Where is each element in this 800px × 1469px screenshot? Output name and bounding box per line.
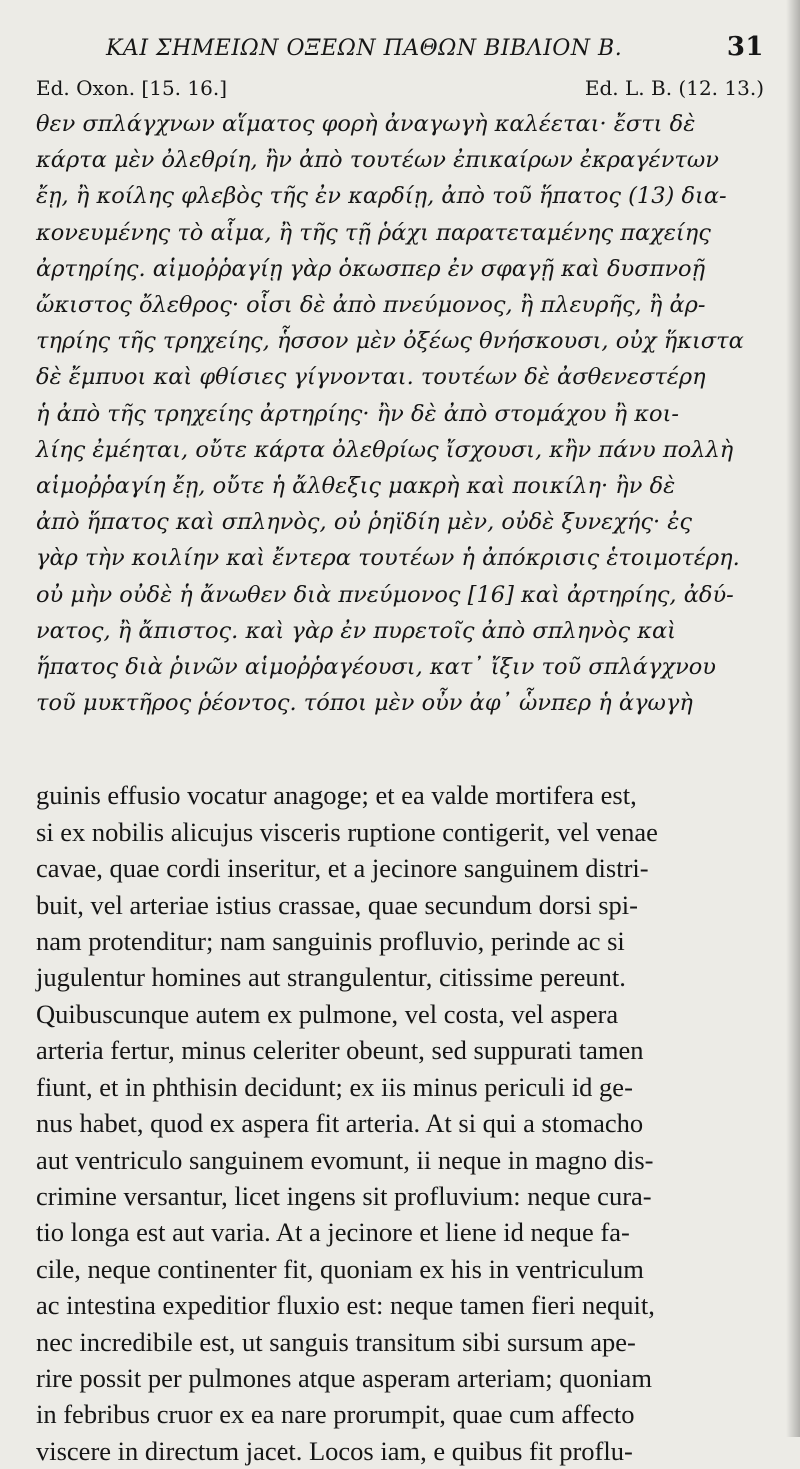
greek-line: ἡ ἀπὸ τῆς τρηχείης ἀρτηρίης· ἢν δὲ ἀπὸ στομάχου ἢ κοι-: [36, 400, 679, 427]
greek-line: κονευμένης τὸ αἷμα, ἢ τῆς τῇ ῥάχι παρατεταμένης παχείης: [36, 219, 711, 246]
latin-line: nam protenditur; nam sanguinis profluvio, perinde ac si: [36, 926, 625, 957]
latin-line: crimine versantur, licet ingens sit profluvium: neque cura-: [36, 1180, 652, 1211]
greek-text: [36, 106, 764, 721]
greek-line: ἀρτηρίης. αἱμοῤῥαγίῃ γὰρ ὁκωσπερ ἐν σφαγῇ καὶ δυσπνοῇ: [36, 255, 706, 282]
greek-line: κάρτα μὲν ὀλεθρίη, ἢν ἀπὸ τουτέων ἐπικαίρων ἐκραγέντων: [36, 147, 719, 174]
latin-line: si ex nobilis alicujus visceris ruptione contigerit, vel venae: [36, 816, 658, 847]
edition-references: [36, 76, 764, 100]
latin-line: aut ventriculo sanguinem evomunt, ii neque in magno dis-: [36, 1144, 654, 1175]
latin-line: nus habet, quod ex aspera fit arteria. At si qui a stomacho: [36, 1108, 644, 1139]
page-number: 31: [726, 32, 764, 62]
greek-line: ἔῃ, ἢ κοίλης φλεβὸς τῆς ἐν καρδίῃ, ἀπὸ τοῦ ἥπατος (13) δια-: [36, 183, 727, 210]
greek-line: αἱμοῤῥαγίη ἔῃ, οὔτε ἡ ἄλθεξις μακρὴ καὶ ποικίλη· ἢν δὲ: [36, 473, 676, 500]
greek-line: γὰρ τὴν κοιλίην καὶ ἔντερα τουτέων ἡ ἀπόκρισις ἑτοιμοτέρη.: [36, 545, 740, 572]
latin-translation: [36, 777, 764, 1469]
latin-line: cile, neque continenter fit, quoniam ex his in ventriculum: [36, 1253, 644, 1284]
latin-line: Quibuscunque autem ex pulmone, vel costa, vel aspera: [36, 998, 619, 1029]
latin-line: jugulentur homines aut strangulentur, citissime pereunt.: [36, 962, 626, 993]
greek-line: λίης ἐμέηται, οὔτε κάρτα ὀλεθρίως ἴσχουσι, κἢν πάνυ πολλὴ: [36, 436, 734, 463]
latin-line: fiunt, et in phthisin decidunt; ex iis minus periculi id ge-: [36, 1071, 633, 1102]
latin-line: buit, vel arteriae istius crassae, quae secundum dorsi spi-: [36, 889, 638, 920]
running-head: [106, 32, 764, 62]
latin-line: tio longa est aut varia. At a jecinore et liene id neque fa-: [36, 1217, 630, 1248]
greek-line: τηρίης τῆς τρηχείης, ἧσσον μὲν ὀξέως θνήσκουσι, οὐχ ἥκιστα: [36, 328, 744, 355]
latin-line: rire possit per pulmones atque asperam arteriam; quoniam: [36, 1362, 652, 1393]
greek-line: νατος, ἢ ἄπιστος. καὶ γὰρ ἐν πυρετοῖς ἀπὸ σπληνὸς καὶ: [36, 617, 676, 644]
edition-oxon: Ed. Oxon. [15. 16.]: [36, 76, 228, 100]
greek-line: ἥπατος διὰ ῥινῶν αἱμοῤῥαγέουσι, κατ᾽ ἴξιν τοῦ σπλάγχνου: [36, 654, 716, 681]
page-edge-shadow: [786, 0, 800, 1437]
latin-line: nec incredibile est, ut sanguis transitum sibi sursum ape-: [36, 1326, 636, 1357]
latin-line: in febribus cruor ex ea nare prorumpit, quae cum affecto: [36, 1399, 635, 1430]
greek-line: θεν σπλάγχνων αἵματος φορὴ ἀναγωγὴ καλέεται· ἔστι δὲ: [36, 111, 696, 137]
latin-line: guinis effusio vocatur anagoge; et ea valde mortifera est,: [36, 780, 637, 811]
latin-line: ac intestina expeditior fluxio est: neque tamen fieri nequit,: [36, 1290, 655, 1321]
greek-line: τοῦ μυκτῆρος ῥέοντος. τόποι μὲν οὖν ἀφ᾽ ὧνπερ ἡ ἀγωγὴ: [36, 690, 693, 717]
latin-line: viscere in directum jacet. Locos iam, e quibus fit proflu-: [36, 1435, 633, 1466]
greek-line: οὐ μὴν οὐδὲ ἡ ἄνωθεν διὰ πνεύμονος [16] καὶ ἀρτηρίης, ἀδύ-: [36, 581, 734, 608]
greek-line: δὲ ἔμπυοι καὶ φθίσιες γίγνονται. τουτέων δὲ ἀσθενεστέρη: [36, 364, 706, 391]
running-head-title: ΚΑΙ ΣΗΜΕΙΩΝ ΟΞΕΩΝ ΠΑΘΩΝ ΒΙΒΛΙΟΝ Β.: [106, 36, 623, 61]
latin-line: cavae, quae cordi inseritur, et a jecinore sanguinem distri-: [36, 853, 649, 884]
greek-line: ὤκιστος ὄλεθρος· οἷσι δὲ ἀπὸ πνεύμονος, ἢ πλευρῆς, ἢ ἀρ-: [36, 292, 706, 319]
latin-line: arteria fertur, minus celeriter obeunt, sed suppurati tamen: [36, 1035, 644, 1066]
section-gap: [36, 721, 764, 777]
greek-line: ἀπὸ ἥπατος καὶ σπληνὸς, οὐ ῥηϊδίη μὲν, οὐδὲ ξυνεχής· ἐς: [36, 509, 692, 536]
edition-lb: Ed. L. B. (12. 13.): [584, 76, 764, 100]
